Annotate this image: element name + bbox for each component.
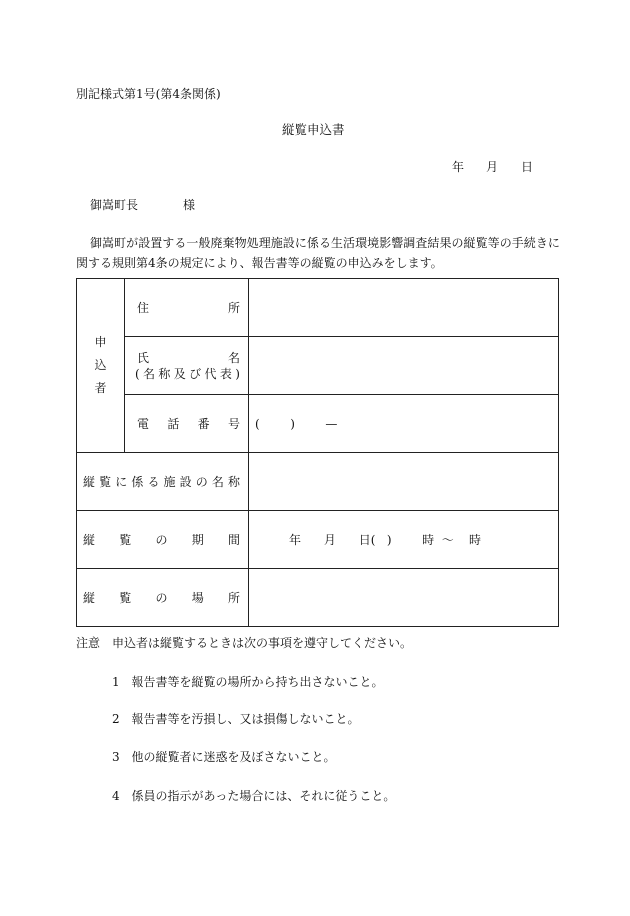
period-template: 年 月 日( ) 時 ～ 時 (289, 532, 481, 547)
application-form-table (76, 278, 559, 627)
name-field[interactable] (249, 337, 559, 395)
period-field[interactable] (249, 511, 559, 569)
phone-label-cell (125, 395, 249, 453)
name-label: 氏名 (137, 350, 240, 365)
applicant-label-cell (77, 279, 125, 453)
note-item (112, 674, 383, 690)
place-field[interactable] (249, 569, 559, 627)
address-label: 住所 (137, 300, 240, 315)
note-text: 報告書等を汚損し、又は損傷しないこと。 (131, 712, 360, 726)
place-row (77, 569, 559, 627)
facility-label-cell (77, 453, 249, 511)
body-line-1: 御嵩町が設置する一般廃棄物処理施設に係る生活環境影響調査結果の縦覧等の手続きに (90, 236, 560, 250)
place-label: 縦覧の場所 (83, 590, 240, 605)
period-label: 縦覧の期間 (83, 532, 240, 547)
applicant-label-char-1: 申 (94, 335, 107, 349)
note-number: 1 (112, 675, 120, 689)
name-label-cell (125, 337, 249, 395)
facility-name-field[interactable] (249, 453, 559, 511)
notes-intro: 注意 申込者は縦覧するときは次の事項を遵守してください。 (76, 636, 413, 650)
phone-field[interactable] (249, 395, 559, 453)
facility-row (77, 453, 559, 511)
addressee: 御嵩町長 (90, 198, 139, 212)
body-line-2: 関する規則第4条の規定により、報告書等の縦覧の申込みをします。 (76, 256, 443, 270)
note-number: 3 (112, 750, 120, 764)
applicant-label-char-2: 込 (94, 358, 107, 372)
date-day: 日 (521, 160, 534, 174)
page-title: 縦覧申込書 (282, 122, 345, 137)
name-sublabel: (名称及び代表) (135, 366, 240, 381)
note-number: 2 (112, 712, 120, 726)
phone-row (77, 395, 559, 453)
date-year: 年 (452, 160, 465, 174)
addressee-honorific: 様 (183, 198, 196, 212)
name-row (77, 337, 559, 395)
address-row (77, 279, 559, 337)
note-number: 4 (112, 789, 120, 803)
note-text: 係員の指示があった場合には、それに従うこと。 (131, 789, 396, 803)
phone-template: ( ) — (255, 416, 338, 431)
period-label-cell (77, 511, 249, 569)
period-row (77, 511, 559, 569)
note-item (112, 711, 359, 727)
note-item (112, 749, 335, 765)
facility-label: 縦覧に係る施設の名称 (83, 474, 240, 489)
phone-label: 電話番号 (137, 416, 240, 431)
form-number: 別記様式第1号(第4条関係) (76, 87, 221, 101)
date-month: 月 (486, 160, 499, 174)
note-text: 報告書等を縦覧の場所から持ち出さないこと。 (131, 675, 384, 689)
address-field[interactable] (249, 279, 559, 337)
place-label-cell (77, 569, 249, 627)
note-item (112, 788, 395, 804)
address-label-cell (125, 279, 249, 337)
applicant-label-char-3: 者 (94, 381, 107, 395)
note-text: 他の縦覧者に迷惑を及ぼさないこと。 (131, 750, 336, 764)
